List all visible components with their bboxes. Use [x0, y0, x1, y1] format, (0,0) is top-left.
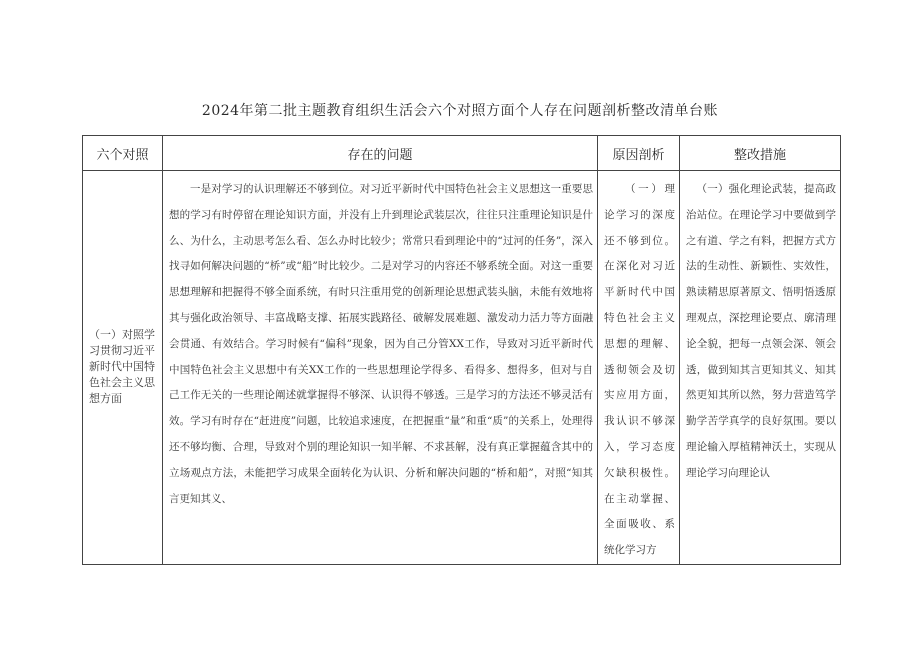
document-title: 2024年第二批主题教育组织生活会六个对照方面个人存在问题剖析整改清单台账: [201, 103, 719, 119]
row-causes: （一）理论学习的深度还不够到位。在深化对习近平新时代中国特色社会主义思想的理解、透彻领会及切实应用方面，我认识不够深入，学习态度欠缺积极性。在主动掌握、全面吸收、系统化学习方: [598, 171, 680, 565]
header-comparison: 六个对照: [83, 136, 163, 171]
row-measures: （一）强化理论武装，提高政治站位。在理论学习中要做到学之有道、学之有料，把握方式方法的生动性、新颖性、实效性，熟读精思原著原文、悟明悟透原理观点，深挖理论要点、廓清理论全貌，把每一点领会深、领会透，做到知其言更知其义、知其然更知其所以然，努力营造笃学勤学苦学真学的良好氛围。要以理论输入厚植精神沃土，实现从理论学习向理论认: [680, 171, 841, 565]
issue-table: [82, 135, 841, 565]
header-problems: 存在的问题: [163, 136, 598, 171]
header-measures: 整改措施: [680, 136, 841, 171]
table-row: [83, 171, 841, 565]
header-causes: 原因剖析: [598, 136, 680, 171]
row-category: （一）对照学习贯彻习近平新时代中国特色社会主义思想方面: [83, 171, 163, 565]
row-problems: 一是对学习的认识理解还不够到位。对习近平新时代中国特色社会主义思想这一重要思想的学习有时停留在理论知识方面，并没有上升到理论武装层次，往往只注重理论知识是什么、为什么，主动思考怎么看、怎么办时比较少；常常只看到理论中的“过河的任务”，深入找寻如何解决问题的“桥”或“船”时比较少。二是对学习的内容还不够系统全面。对这一重要思想理解和把握得不够全面系统，有时只注重用党的创新理论思想武装头脑，未能有效地将其与强化政治领导、丰富战略支撑、拓展实践路径、破解发展难题、激发动力活力等方面融会贯通、有效结合。学习时候有“偏科”现象，因为自己分管XX工作，导致对习近平新时代中国特色社会主义思想中有关XX工作的一些思想理论学得多、看得多、想得多，但对与自己工作无关的一些理论阐述就掌握得不够深、认识得不够透。三是学习的方法还不够灵活有效。学习有时存在“赶进度”问题，比较追求速度，在把握重“量”和重“质”的关系上，处理得还不够均衡、合理，导致对个别的理论知识一知半解、不求甚解，没有真正掌握蕴含其中的立场观点方法，未能把学习成果全面转化为认识、分析和解决问题的“桥和船”，对照“知其言更知其义、: [163, 171, 598, 565]
table-header-row: [83, 136, 841, 171]
